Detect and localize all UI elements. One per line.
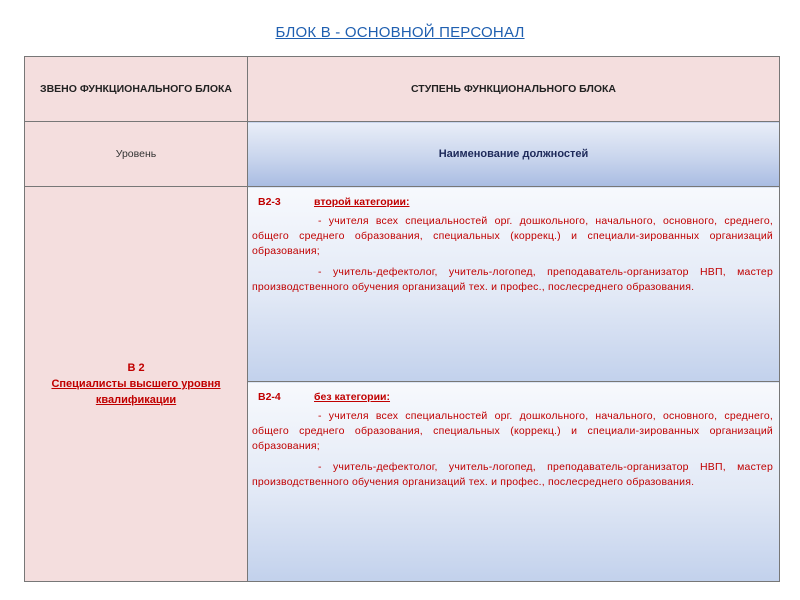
category-item: - учитель-дефектолог, учитель-логопед, преподаватель-организатор НВП, мастер производственного обучения организаций тех. и профес., послесреднего образования. [252, 461, 773, 488]
category-header [258, 195, 773, 210]
page-title: БЛОК В - ОСНОВНОЙ ПЕРСОНАЛ [275, 24, 525, 41]
category-code: В2-4 [258, 391, 281, 403]
category-item: - учитель-дефектолог, учитель-логопед, преподаватель-организатор НВП, мастер производственного обучения организаций тех. и профес., послесреднего образования. [252, 266, 773, 293]
category-item: - учителя всех специальностей орг. дошкольного, начального, основного, среднего, общего среднего образования, специальных (коррекц.) и специали-зированных организаций образования; [252, 410, 773, 452]
block-code: В 2 [127, 362, 145, 374]
block-name: Специалисты высшего уровня квалификации [51, 378, 221, 406]
block-cell [25, 187, 248, 582]
level-row [25, 122, 780, 187]
level-label: Уровень [25, 122, 248, 187]
category-header [258, 390, 773, 405]
positions-label: Наименование должностей [248, 122, 780, 187]
header-row [25, 57, 780, 122]
category-row-1 [25, 187, 780, 382]
category-code: В2-3 [258, 196, 281, 208]
category-cell [248, 382, 780, 582]
header-col-unit: ЗВЕНО ФУНКЦИОНАЛЬНОГО БЛОКА [25, 57, 248, 122]
category-title: второй категории: [314, 196, 410, 208]
category-item: - учителя всех специальностей орг. дошкольного, начального, основного, среднего, общего среднего образования, специальных (коррекц.) и специали-зированных организаций образования; [252, 215, 773, 257]
category-cell [248, 187, 780, 382]
header-col-stage: СТУПЕНЬ ФУНКЦИОНАЛЬНОГО БЛОКА [248, 57, 780, 122]
staff-table [24, 56, 780, 582]
category-title: без категории: [314, 391, 391, 403]
